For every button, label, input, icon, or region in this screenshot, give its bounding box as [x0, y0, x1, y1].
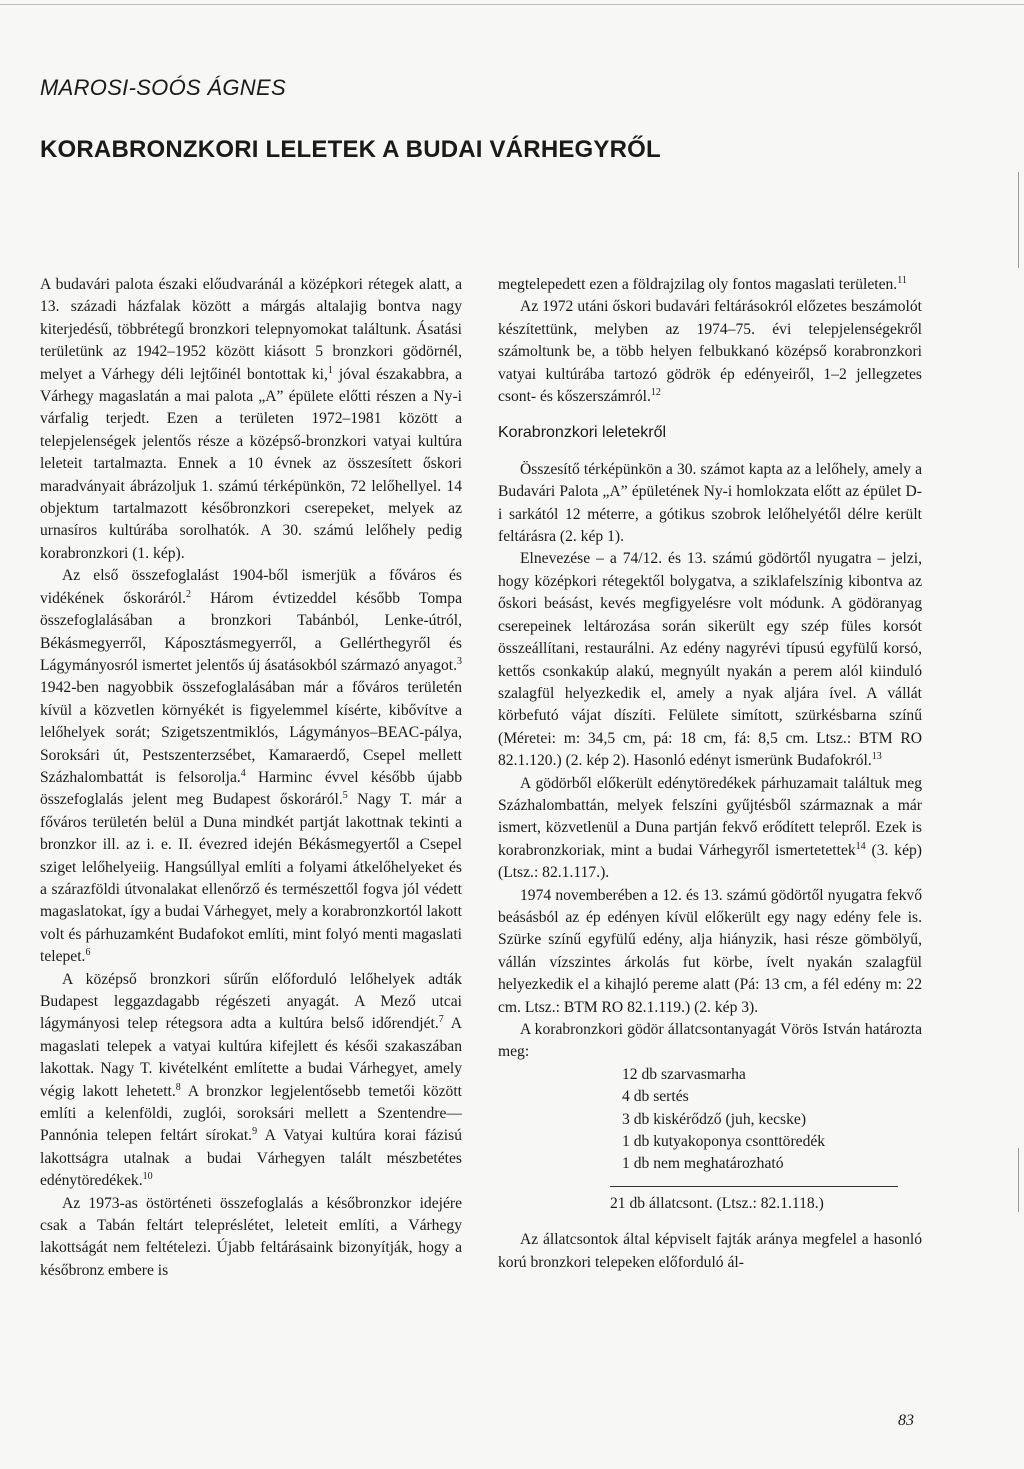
margin-mark — [1018, 172, 1019, 268]
tally-item: 4 db sertés — [622, 1088, 689, 1106]
paragraph: Az 1972 utáni őskori budavári feltárásokról előzetes beszámolót készítettünk, melyben az 1974–75. évi telepjelenségekről számoltunk be, a több helyen felbukkanó középső korabronzkori vatyai kultúrába tartozó gödrök ép edényeiről, 1–2 jellegzetes csont- és kőszerszámról.$^{12}$ — [498, 298, 922, 406]
footnote-ref: 13 — [871, 750, 882, 762]
footnote-ref: 14 — [855, 840, 866, 852]
left-column — [40, 274, 462, 1282]
paragraph: A gödörből előkerült edénytöredékek párhuzamait találtuk meg Százhalombattán, melyek felszíni gyűjtésből származnak a már ismert, közvetlenül a Duna partján fekvő erődített telepről. Ezek is korabronzkoriak, mint a budai Várhegyről ismertetettek$^{14}$ (3. kép) (Ltsz.: 82.1.117.). — [498, 774, 922, 882]
margin-mark — [1018, 1148, 1019, 1212]
footnote-ref: 2 — [186, 588, 192, 600]
footnote-ref: 11 — [897, 274, 907, 286]
paragraph: Összesítő térképünkön a 30. számot kapta az a lelőhely, amely a Budavári Palota „A” épületének Ny-i homlokzata előtt az épület D-i sarkától 12 méterre, a gótikus szobrok lelőhelyétől délre került feltárásra (2. kép 1). — [498, 460, 922, 546]
bone-tally-list — [498, 1064, 922, 1176]
footnote-ref: 3 — [457, 655, 463, 667]
right-column — [498, 274, 922, 1274]
tally-item: 12 db szarvasmarha — [622, 1065, 746, 1083]
footnote-ref: 6 — [85, 947, 91, 958]
paragraph: Az első összefoglalást 1904-ből ismerjük a főváros és vidékének őskoráról.$^2$ Három évtizeddel később Tompa összefoglalásában a bronzkori Tabánból, Lenke-útról, Békásmegyerről, Káposztásmegyerről, a Gellérthegyről és Lágymányosról ismertet jelentős új ásatásokból származó anyagot.$^3$ 1942-ben nagyobbik összefoglalásában már a főváros területén kívül a közvetlen környékét is figyelemmel kísérte, kibővítve a lelőhelyek sorát; Szigetszentmiklós, Lágymányos–BEAC-pálya, Soroksári út, Pestszenterzsébet, Kamaraerdő, Csepel mellett Százhalombattát is felsorolja.$^4$ Harminc évvel később újabb összefoglalás jelent meg Budapest őskoráról.$^5$ Nagy T. már a főváros területén belül a Duna mindkét partját lakottnak tekinti a bronzkor ill. az i. e. II. évezred idején Békásmegyertől a Csepel sziget lelőhelyeiig. Hangsúllyal említi a folyami átkelőhelyeket és a szárazföldi útvonalakat ellenőrző és természettől fogva jól védett magaslatokat, így a budai Várhegyet, mely a korabronzkortól lakott volt és párhuzamként Budafokot említi, mint folyó menti magaslati telepet.$^6$ — [40, 567, 463, 966]
paragraph: A budavári palota északi előudvaránál a középkori rétegek alatt, a 13. századi házfalak között a márgás altalajig bontva nagy kiterjedésű, többrétegű bronzkori telepnyomokat találtunk. Ásatási területünk az 1942–1952 között kiásott 5 bronzkori gödörnél, melyet a Várhegy déli lejtőinél bontottak ki,$^1$ jóval északabbra, a Várhegy magaslatán a mai palota „A” épülete előtti részen a Ny-i várfalig terjedt. Ezen a területen 1972–1981 között a telepjelenségek jelentős része a középső-bronzkori vatyai kultúra leleteit tartalmazta. Ennek a 10 évnek az összesített őskori maradványait ábrázoljuk 1. számú térképünkön, 72 lelőhellyel. 14 objektum tartalmazott későbronzkori cserepeket, melyek az urnasíros kultúrába sorolhatók. A 30. számú lelőhely pedig korabronzkori (1. kép). — [40, 276, 462, 562]
paragraph: Elnevezése – a 74/12. és 13. számú gödörtől nyugatra – jelzi, hogy középkori rétegektől bolygatva, a sziklafelszínig kibontva az őskori beásást, kevés megfigyelésre volt módunk. A gödöranyag cserepeinek leltározása során sikerült egy szép füles korsót összeállítani, restaurálni. Az edény nagyrévi típusú egyfülű korsó, kettős csonkakúp alakú, megnyúlt nyakán a perem alól kiinduló szalagfül helyezkedik el, amely a nyak aljára ível. A vállát körbefutó vájat díszíti. Felülete simított, szürkésbarna színű (Méretei: m: 34,5 cm, pá: 18 cm, fá: 8,5 cm. Ltsz.: BTM RO 82.1.120.) (2. kép 2). Hasonló edényt ismerünk Budafokról.$^{13}$ — [498, 550, 922, 770]
footnote-ref: 9 — [252, 1126, 258, 1138]
paragraph: Az állatcsontok által képviselt fajták aránya megfelel a hasonló korú bronzkori telepeken előforduló ál- — [498, 1231, 922, 1271]
tally-item: 1 db nem meghatározható — [622, 1155, 784, 1173]
section-heading: Korabronzkori leletekről — [498, 424, 667, 442]
footnote-ref: 8 — [175, 1081, 181, 1093]
paragraph: 1974 novemberében a 12. és 13. számú gödörtől nyugatra fekvő beásásból az ép edényen kívül előkerült egy nagy edény fele is. Szürke színű egyfülű edény, alja hiányzik, hasi része gömbölyű, vállán vízszintes árkolás fut körbe, ívelt nyakán szalagfül helyezkedik el a kihajló pereme alatt (Pá: 13 cm, a fél edény m: 22 cm. Ltsz.: BTM RO 82.1.119.) (2. kép 3). — [498, 886, 922, 1016]
footnote-ref: 12 — [650, 386, 661, 398]
paragraph: Az 1973-as östörténeti összefoglalás a későbronzkor idejére csak a Tabán feltárt telepréslétet, leleteit említi, a Várhegy lakottságát nem feltételezi. Újabb feltárásaink bizonyítják, hogy a későbronz embere is — [40, 1194, 462, 1279]
tally-sum-rule — [610, 1186, 898, 1187]
tally-item: 3 db kiskérődző (juh, kecske) — [622, 1110, 807, 1128]
page-number: 83 — [898, 1412, 914, 1429]
footnote-ref: 5 — [342, 790, 348, 802]
author-name: MAROSI-SOÓS ÁGNES — [40, 75, 286, 100]
top-rule — [0, 4, 1024, 5]
footnote-ref: 1 — [327, 364, 333, 376]
paragraph: A korabronzkori gödör állatcsontanyagát Vörös István határozta meg: — [498, 1021, 922, 1061]
paragraph: A középső bronzkori sűrűn előforduló lelőhelyek adták Budapest leggazdagabb régészeti anyagát. A Mező utcai lágymányosi telep rétegsora adta a kultúra belső időrendjét.$^7$ A magaslati telepek a vatyai kultúra kifejlett és késői szakaszában lakottak. Nagy T. kivételként említette a budai Várhegyet, amely végig lakott lehetett.$^8$ A bronzkor legjelentősebb temetői között említi a kelenföldi, zuglói, soroksári mellett a Szentendre—Pannónia telepen feltárt sírokat.$^9$ A Vatyai kultúra korai fázisú lakottságra utalnak a budai Várhegyen talált mészbetétes edénytöredékek.$^{10}$ — [40, 970, 462, 1190]
article-title: KORABRONZKORI LELETEK A BUDAI VÁRHEGYRŐL — [40, 136, 661, 163]
footnote-ref: 10 — [142, 1171, 153, 1183]
tally-item: 1 db kutyakoponya csonttöredék — [622, 1133, 826, 1151]
footnote-ref: 4 — [240, 767, 246, 779]
tally-total: 21 db állatcsont. (Ltsz.: 82.1.118.) — [610, 1194, 824, 1212]
footnote-ref: 7 — [438, 1014, 444, 1026]
paragraph: megtelepedett ezen a földrajzilag oly fontos magaslati területen.$^{11}$ — [498, 274, 907, 293]
